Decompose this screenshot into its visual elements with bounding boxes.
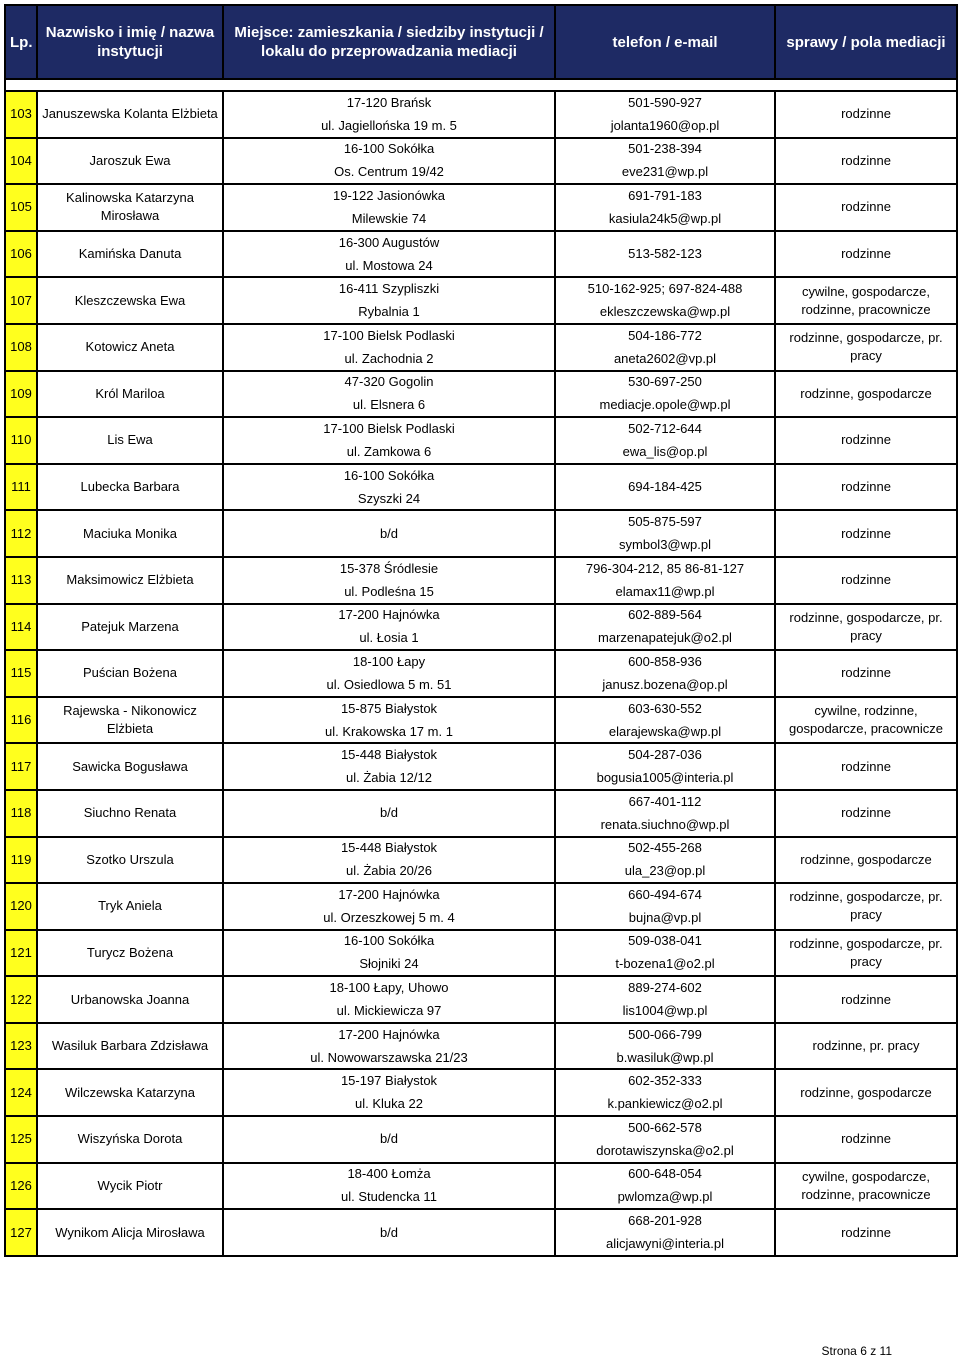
email-address: alicjawyni@interia.pl: [606, 1236, 724, 1252]
mediation-fields: rodzinne: [775, 1209, 957, 1256]
contact-cell: [555, 277, 775, 324]
mediator-name: Wilczewska Katarzyna: [37, 1069, 223, 1116]
address-line-2: ul. Żabia 20/26: [345, 863, 432, 879]
contact-cell: [555, 231, 775, 278]
mediation-fields: rodzinne: [775, 464, 957, 511]
contact-cell: [555, 930, 775, 977]
table-row: [5, 1163, 957, 1210]
row-number: 116: [5, 697, 37, 744]
table-row: [5, 91, 957, 138]
mediation-fields: rodzinne, gospodarcze, pr. pracy: [775, 883, 957, 930]
contact-cell: [555, 1209, 775, 1256]
row-number: 109: [5, 371, 37, 418]
contact-cell: [555, 837, 775, 884]
email-address: b.wasiluk@wp.pl: [616, 1049, 714, 1065]
address-cell: [223, 743, 555, 790]
phone-number: 500-066-799: [628, 1026, 702, 1042]
table-row: [5, 231, 957, 278]
mediation-fields: rodzinne: [775, 91, 957, 138]
row-number: 106: [5, 231, 37, 278]
contact-cell: [555, 883, 775, 930]
email-address: elamax11@wp.pl: [615, 583, 715, 599]
row-number: 111: [5, 464, 37, 511]
row-number: 118: [5, 790, 37, 837]
mediator-name: Rajewska - Nikonowicz Elżbieta: [37, 697, 223, 744]
email-address: elarajewska@wp.pl: [608, 723, 722, 739]
phone-number: 668-201-928: [628, 1213, 702, 1229]
header-gap-row: [5, 79, 957, 91]
phone-number: 500-662-578: [628, 1119, 702, 1135]
col-header-contact: telefon / e-mail: [555, 5, 775, 79]
mediator-name: Lis Ewa: [37, 417, 223, 464]
mediator-name: Kotowicz Aneta: [37, 324, 223, 371]
contact-cell: [555, 1069, 775, 1116]
row-number: 123: [5, 1023, 37, 1070]
address-line-2: Milewskie 74: [351, 210, 427, 226]
mediator-name: Puścian Bożena: [37, 650, 223, 697]
row-number: 125: [5, 1116, 37, 1163]
address-line-1: b/d: [379, 525, 399, 541]
mediator-name: Patejuk Marzena: [37, 604, 223, 651]
table-row: [5, 650, 957, 697]
address-line-1: 16-411 Szypliszki: [338, 281, 440, 297]
address-line-1: 18-100 Łapy: [352, 653, 426, 669]
table-row: [5, 138, 957, 185]
mediator-name: Lubecka Barbara: [37, 464, 223, 511]
address-line-2: ul. Orzeszkowej 5 m. 4: [323, 909, 455, 925]
table-row: [5, 1023, 957, 1070]
row-number: 114: [5, 604, 37, 651]
phone-number: 510-162-925; 697-824-488: [587, 281, 743, 297]
address-cell: [223, 976, 555, 1023]
table-row: [5, 1116, 957, 1163]
address-line-2: ul. Osiedlowa 5 m. 51: [326, 676, 452, 692]
address-line-1: 17-100 Bielsk Podlaski: [323, 327, 455, 343]
address-line-1: 16-100 Sokółka: [343, 467, 435, 483]
mediator-name: Maksimowicz Elżbieta: [37, 557, 223, 604]
mediator-name: Tryk Aniela: [37, 883, 223, 930]
row-number: 117: [5, 743, 37, 790]
mediator-name: Kalinowska Katarzyna Mirosława: [37, 184, 223, 231]
mediator-name: Sawicka Bogusława: [37, 743, 223, 790]
row-number: 119: [5, 837, 37, 884]
address-line-2: ul. Zachodnia 2: [344, 350, 434, 366]
email-address: kasiula24k5@wp.pl: [608, 210, 722, 226]
row-number: 121: [5, 930, 37, 977]
mediators-table: [4, 4, 958, 1257]
contact-cell: [555, 510, 775, 557]
email-address: t-bozena1@o2.pl: [615, 956, 715, 972]
address-line-2: Os. Centrum 19/42: [334, 164, 444, 180]
address-line-2: ul. Elsnera 6: [352, 397, 426, 413]
contact-cell: [555, 1116, 775, 1163]
phone-number: 603-630-552: [628, 700, 702, 716]
table-row: [5, 837, 957, 884]
address-line-1: 17-120 Brańsk: [346, 94, 432, 110]
phone-number: 600-858-936: [628, 653, 702, 669]
address-cell: [223, 697, 555, 744]
mediation-fields: rodzinne: [775, 231, 957, 278]
phone-number: 691-791-183: [628, 187, 702, 203]
contact-cell: [555, 324, 775, 371]
row-number: 126: [5, 1163, 37, 1210]
address-line-1: b/d: [379, 805, 399, 821]
address-cell: [223, 184, 555, 231]
contact-cell: [555, 697, 775, 744]
address-cell: [223, 510, 555, 557]
phone-number: 602-889-564: [628, 607, 702, 623]
email-address: jolanta1960@op.pl: [610, 117, 720, 133]
address-line-2: ul. Nowowarszawska 21/23: [310, 1049, 468, 1065]
mediation-fields: rodzinne: [775, 184, 957, 231]
email-address: lis1004@wp.pl: [622, 1003, 708, 1019]
table-row: [5, 743, 957, 790]
phone-number: 600-648-054: [628, 1166, 702, 1182]
address-cell: [223, 883, 555, 930]
address-line-1: b/d: [379, 1224, 399, 1240]
mediation-fields: rodzinne: [775, 790, 957, 837]
address-line-1: 15-197 Białystok: [340, 1073, 438, 1089]
row-number: 112: [5, 510, 37, 557]
address-line-1: 15-448 Białystok: [340, 840, 438, 856]
col-header-lp: Lp.: [5, 5, 37, 79]
address-line-1: 47-320 Gogolin: [344, 374, 434, 390]
email-address: k.pankiewicz@o2.pl: [607, 1096, 723, 1112]
address-cell: [223, 417, 555, 464]
header-row: [5, 5, 957, 79]
email-address: symbol3@wp.pl: [619, 537, 711, 553]
row-number: 105: [5, 184, 37, 231]
mediation-fields: rodzinne: [775, 650, 957, 697]
row-number: 103: [5, 91, 37, 138]
row-number: 120: [5, 883, 37, 930]
address-line-1: 18-100 Łapy, Uhowo: [329, 980, 449, 996]
table-row: [5, 464, 957, 511]
address-cell: [223, 1116, 555, 1163]
table-row: [5, 184, 957, 231]
address-line-2: Szyszki 24: [357, 490, 421, 506]
table-row: [5, 417, 957, 464]
mediation-fields: rodzinne, gospodarcze: [775, 837, 957, 884]
table-row: [5, 697, 957, 744]
table-row: [5, 277, 957, 324]
table-row: [5, 604, 957, 651]
address-line-1: 15-448 Białystok: [340, 747, 438, 763]
address-line-1: 19-122 Jasionówka: [332, 187, 446, 203]
phone-number: 501-238-394: [628, 141, 702, 157]
mediator-name: Kamińska Danuta: [37, 231, 223, 278]
address-line-2: ul. Podleśna 15: [344, 583, 434, 599]
address-line-2: ul. Kluka 22: [355, 1096, 423, 1112]
contact-cell: [555, 604, 775, 651]
mediation-fields: rodzinne, gospodarcze: [775, 1069, 957, 1116]
table-row: [5, 324, 957, 371]
email-address: eve231@wp.pl: [621, 164, 709, 180]
mediation-fields: rodzinne: [775, 138, 957, 185]
phone-number: 667-401-112: [628, 793, 702, 809]
row-number: 127: [5, 1209, 37, 1256]
mediator-name: Urbanowska Joanna: [37, 976, 223, 1023]
phone-number: 502-455-268: [628, 840, 702, 856]
table-row: [5, 510, 957, 557]
mediation-fields: cywilne, gospodarcze, rodzinne, pracownicze: [775, 277, 957, 324]
address-line-1: 18-400 Łomża: [347, 1166, 431, 1182]
table-row: [5, 557, 957, 604]
email-address: ula_23@op.pl: [624, 863, 706, 879]
address-line-1: 16-100 Sokółka: [343, 141, 435, 157]
address-line-1: 17-200 Hajnówka: [338, 1026, 440, 1042]
contact-cell: [555, 557, 775, 604]
mediation-fields: cywilne, gospodarcze, rodzinne, pracownicze: [775, 1163, 957, 1210]
address-line-1: 16-100 Sokółka: [343, 933, 435, 949]
table-row: [5, 1209, 957, 1256]
mediator-name: Siuchno Renata: [37, 790, 223, 837]
address-cell: [223, 277, 555, 324]
contact-cell: [555, 91, 775, 138]
address-line-1: 15-378 Śródlesie: [339, 560, 439, 576]
mediator-name: Turycz Bożena: [37, 930, 223, 977]
address-line-2: ul. Studencka 11: [341, 1189, 437, 1205]
email-address: ewa_lis@op.pl: [622, 443, 708, 459]
email-address: bujna@vp.pl: [628, 909, 702, 925]
row-number: 110: [5, 417, 37, 464]
address-line-2: ul. Żabia 12/12: [345, 770, 432, 786]
address-line-1: 17-200 Hajnówka: [338, 886, 440, 902]
table-row: [5, 976, 957, 1023]
address-cell: [223, 1023, 555, 1070]
address-cell: [223, 604, 555, 651]
row-number: 113: [5, 557, 37, 604]
col-header-name: Nazwisko i imię / nazwa instytucji: [37, 5, 223, 79]
mediator-name: Maciuka Monika: [37, 510, 223, 557]
mediator-name: Kleszczewska Ewa: [37, 277, 223, 324]
table-row: [5, 790, 957, 837]
phone-number: 505-875-597: [628, 514, 702, 530]
address-line-2: ul. Mickiewicza 97: [336, 1003, 442, 1019]
mediation-fields: rodzinne: [775, 743, 957, 790]
address-line-2: Rybalnia 1: [358, 304, 420, 320]
address-line-2: ul. Jagiellońska 19 m. 5: [321, 117, 457, 133]
address-line-2: ul. Mostowa 24: [345, 257, 433, 273]
address-line-2: Słojniki 24: [359, 956, 419, 972]
mediator-name: Wycik Piotr: [37, 1163, 223, 1210]
email-address: marzenapatejuk@o2.pl: [598, 630, 732, 646]
address-cell: [223, 324, 555, 371]
address-cell: [223, 837, 555, 884]
mediator-name: Wasiluk Barbara Zdzisława: [37, 1023, 223, 1070]
contact-cell: [555, 371, 775, 418]
table-row: [5, 883, 957, 930]
email-address: mediacje.opole@wp.pl: [599, 397, 731, 413]
mediation-fields: rodzinne: [775, 510, 957, 557]
email-address: bogusia1005@interia.pl: [596, 770, 734, 786]
address-line-1: 15-875 Białystok: [340, 700, 438, 716]
address-line-2: ul. Krakowska 17 m. 1: [325, 723, 453, 739]
phone-number: 530-697-250: [628, 374, 702, 390]
table-body: [5, 79, 957, 1256]
mediation-fields: rodzinne, gospodarcze: [775, 371, 957, 418]
page-number: Strona 6 z 11: [821, 1344, 892, 1358]
contact-cell: [555, 464, 775, 511]
mediator-name: Jaroszuk Ewa: [37, 138, 223, 185]
address-line-1: 17-200 Hajnówka: [338, 607, 440, 623]
contact-cell: [555, 790, 775, 837]
address-cell: [223, 371, 555, 418]
mediation-fields: rodzinne: [775, 557, 957, 604]
email-address: pwlomza@wp.pl: [617, 1189, 713, 1205]
email-address: ekleszczewska@wp.pl: [599, 304, 731, 320]
email-address: janusz.bozena@op.pl: [602, 676, 728, 692]
contact-cell: [555, 138, 775, 185]
phone-number: 889-274-602: [628, 980, 702, 996]
contact-cell: [555, 1023, 775, 1070]
address-cell: [223, 930, 555, 977]
mediation-fields: rodzinne, pr. pracy: [775, 1023, 957, 1070]
row-number: 122: [5, 976, 37, 1023]
phone-number: 504-186-772: [628, 327, 702, 343]
phone-number: 501-590-927: [628, 94, 702, 110]
address-cell: [223, 557, 555, 604]
row-number: 108: [5, 324, 37, 371]
address-cell: [223, 1163, 555, 1210]
address-cell: [223, 650, 555, 697]
table-row: [5, 930, 957, 977]
mediator-name: Szotko Urszula: [37, 837, 223, 884]
mediation-fields: cywilne, rodzinne, gospodarcze, pracownicze: [775, 697, 957, 744]
address-cell: [223, 1069, 555, 1116]
contact-cell: [555, 743, 775, 790]
phone-number: 694-184-425: [628, 479, 702, 495]
address-cell: [223, 231, 555, 278]
address-cell: [223, 91, 555, 138]
contact-cell: [555, 1163, 775, 1210]
mediator-name: Król Mariloa: [37, 371, 223, 418]
phone-number: 602-352-333: [628, 1073, 702, 1089]
col-header-fields: sprawy / pola mediacji: [775, 5, 957, 79]
contact-cell: [555, 650, 775, 697]
phone-number: 509-038-041: [628, 933, 702, 949]
col-header-address: Miejsce: zamieszkania / siedziby instytucji / lokalu do przeprowadzania mediacji: [223, 5, 555, 79]
mediation-fields: rodzinne, gospodarcze, pr. pracy: [775, 324, 957, 371]
email-address: aneta2602@vp.pl: [613, 350, 717, 366]
address-line-1: 16-300 Augustów: [338, 234, 440, 250]
row-number: 107: [5, 277, 37, 324]
phone-number: 504-287-036: [628, 747, 702, 763]
address-line-1: b/d: [379, 1131, 399, 1147]
contact-cell: [555, 184, 775, 231]
email-address: dorotawiszynska@o2.pl: [596, 1142, 734, 1158]
address-cell: [223, 1209, 555, 1256]
row-number: 104: [5, 138, 37, 185]
email-address: renata.siuchno@wp.pl: [600, 816, 730, 832]
mediation-fields: rodzinne: [775, 417, 957, 464]
phone-number: 502-712-644: [628, 420, 702, 436]
address-line-1: 17-100 Bielsk Podlaski: [323, 420, 455, 436]
address-line-2: ul. Zamkowa 6: [346, 443, 432, 459]
row-number: 115: [5, 650, 37, 697]
phone-number: 796-304-212, 85 86-81-127: [585, 560, 745, 576]
mediation-fields: rodzinne: [775, 1116, 957, 1163]
address-cell: [223, 138, 555, 185]
address-cell: [223, 464, 555, 511]
phone-number: 513-582-123: [628, 246, 702, 262]
phone-number: 660-494-674: [628, 886, 702, 902]
mediator-name: Januszewska Kolanta Elżbieta: [37, 91, 223, 138]
mediator-name: Wynikom Alicja Mirosława: [37, 1209, 223, 1256]
mediation-fields: rodzinne, gospodarcze, pr. pracy: [775, 604, 957, 651]
mediator-name: Wiszyńska Dorota: [37, 1116, 223, 1163]
contact-cell: [555, 976, 775, 1023]
mediation-fields: rodzinne, gospodarcze, pr. pracy: [775, 930, 957, 977]
table-row: [5, 1069, 957, 1116]
table-row: [5, 371, 957, 418]
contact-cell: [555, 417, 775, 464]
address-cell: [223, 790, 555, 837]
row-number: 124: [5, 1069, 37, 1116]
mediation-fields: rodzinne: [775, 976, 957, 1023]
address-line-2: ul. Łosia 1: [359, 630, 419, 646]
